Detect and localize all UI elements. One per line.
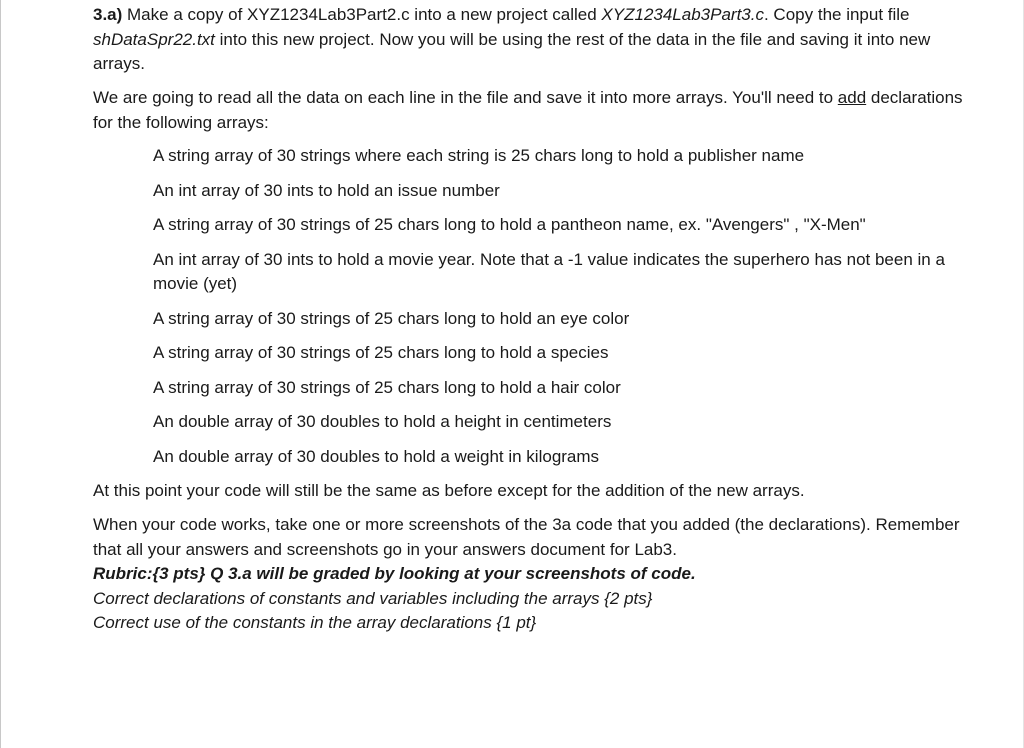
list-item: A string array of 30 strings where each string is 25 chars long to hold a publisher name	[153, 146, 805, 165]
screenshots-text: When your code works, take one or more screenshots of the 3a code that you added (the declarations). Remember that all your answers and screenshots go in your answers document for Lab3.	[93, 515, 960, 559]
add-word: add	[837, 88, 867, 107]
input-file-name: shDataSpr22.txt	[93, 29, 215, 49]
intro-text-3: into this new project. Now you will be using the rest of the data in the file and saving it into new arrays.	[93, 29, 931, 73]
list-item: A string array of 30 strings of 25 chars long to hold a pantheon name, ex. "Avengers" , "X-Men"	[153, 215, 866, 234]
rubric-heading: Rubric:{3 pts} Q 3.a will be graded by looking at your screenshots of code.	[93, 564, 696, 583]
paragraph-screenshots	[93, 513, 973, 636]
array-declarations-list	[153, 144, 953, 479]
paragraph-3a-intro	[93, 3, 973, 77]
rubric-criterion-2: Correct use of the constants in the array declarations {1 pt}	[93, 613, 537, 632]
page-left-edge	[0, 0, 1, 748]
paragraph-read-data	[93, 86, 973, 135]
list-item: A string array of 30 strings of 25 chars long to hold an eye color	[153, 308, 630, 328]
read-data-text-1: We are going to read all the data on each line in the file and save it into more arrays. You'll need to	[93, 88, 838, 107]
list-item: An double array of 30 doubles to hold a weight in kilograms	[153, 446, 600, 466]
list-item: An int array of 30 ints to hold a movie year. Note that a -1 value indicates the superhero has not been in a movie (yet)	[153, 249, 945, 293]
read-data-text-2: declarations for the following arrays:	[93, 88, 963, 132]
project-name: XYZ1234Lab3Part3.c	[601, 5, 764, 24]
intro-text-1: Make a copy of XYZ1234Lab3Part2.c into a new project called	[122, 5, 602, 24]
list-item: A string array of 30 strings of 25 chars long to hold a species	[153, 343, 609, 362]
rubric-criterion-1: Correct declarations of constants and variables including the arrays {2 pts}	[93, 588, 653, 608]
list-item: A string array of 30 strings of 25 chars long to hold a hair color	[153, 377, 621, 397]
intro-text-2: . Copy the input file	[763, 5, 910, 24]
paragraph-same-code: At this point your code will still be the same as before except for the addition of the new arrays.	[93, 481, 805, 500]
list-item: An double array of 30 doubles to hold a height in centimeters	[153, 412, 612, 431]
question-label: 3.a)	[93, 5, 123, 24]
list-item: An int array of 30 ints to hold an issue number	[153, 180, 500, 200]
